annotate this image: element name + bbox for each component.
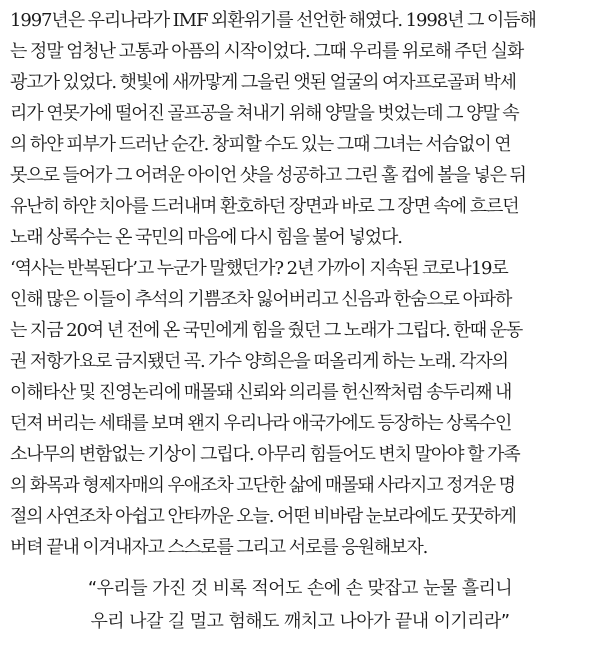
text-line: 소나무의 변함없는 기상이 그립다. 아무리 힘들어도 변치 말아야 할 가족: [10, 444, 520, 465]
quote-line-1: “우리들 가진 것 비록 적어도 손에 손 맞잡고 눈물 흘리니: [87, 578, 513, 599]
text-line: 는 정말 엄청난 고통과 아픔의 시작이었다. 그때 우리를 위로해 주던 실화: [10, 41, 524, 62]
text-line: 리가 연못가에 떨어진 골프공을 쳐내기 위해 양말을 벗었는데 그 양말 속: [10, 103, 519, 124]
text-line: 노래 상록수는 온 국민의 마음에 다시 힘을 불어 넣었다.: [10, 227, 402, 248]
text-line: 권 저항가요로 금지됐던 곡. 가수 양희은을 떠올리게 하는 노래. 각자의: [10, 351, 508, 372]
text-line: 인해 많은 이들이 추석의 기쁨조차 잃어버리고 신음과 한숨으로 아파하: [10, 289, 512, 310]
text-line: 는 지금 20여 년 전에 온 국민에게 힘을 줬던 그 노래가 그립다. 한때 운동: [10, 320, 523, 341]
text-line: ‘역사는 반복된다’고 누군가 말했던가? 2년 가까이 지속된 코로나19로: [10, 258, 508, 279]
article-body: [10, 5, 590, 563]
text-line: 의 하얀 피부가 드러난 순간. 창피할 수도 있는 그때 그녀는 서슴없이 연: [10, 134, 511, 155]
text-line: 유난히 하얀 치아를 드러내며 환호하던 장면과 바로 그 장면 속에 흐르던: [10, 196, 519, 217]
text-line: 광고가 있었다. 햇빛에 새까맣게 그을린 앳된 얼굴의 여자프로골퍼 박세: [10, 72, 516, 93]
text-line: 이해타산 및 진영논리에 매몰돼 신뢰와 의리를 헌신짝처럼 송두리째 내: [10, 382, 512, 403]
lyric-quote: [0, 572, 600, 638]
article-paragraph-1: [10, 5, 590, 253]
quote-line-2: 우리 나갈 길 멀고 험해도 깨치고 나아가 끝내 이기리라”: [90, 611, 510, 632]
text-line: 던져 버리는 세태를 보며 왠지 우리나라 애국가에도 등장하는 상록수인: [10, 413, 512, 434]
text-line: 1997년은 우리나라가 IMF 외환위기를 선언한 해였다. 1998년 그 이듬해: [10, 10, 536, 31]
text-line: 의 화목과 형제자매의 우애조차 고단한 삶에 매몰돼 사라지고 정겨운 명: [10, 475, 515, 496]
text-line: 절의 사연조차 아쉽고 안타까운 오늘. 어떤 비바람 눈보라에도 꿋꿋하게: [10, 506, 516, 527]
text-line: 못으로 들어가 그 어려운 아이언 샷을 성공하고 그린 홀 컵에 볼을 넣은 뒤: [10, 165, 526, 186]
text-line: 버텨 끝내 이겨내자고 스스로를 그리고 서로를 응원해보자.: [10, 537, 428, 558]
article-paragraph-2: [10, 253, 590, 563]
